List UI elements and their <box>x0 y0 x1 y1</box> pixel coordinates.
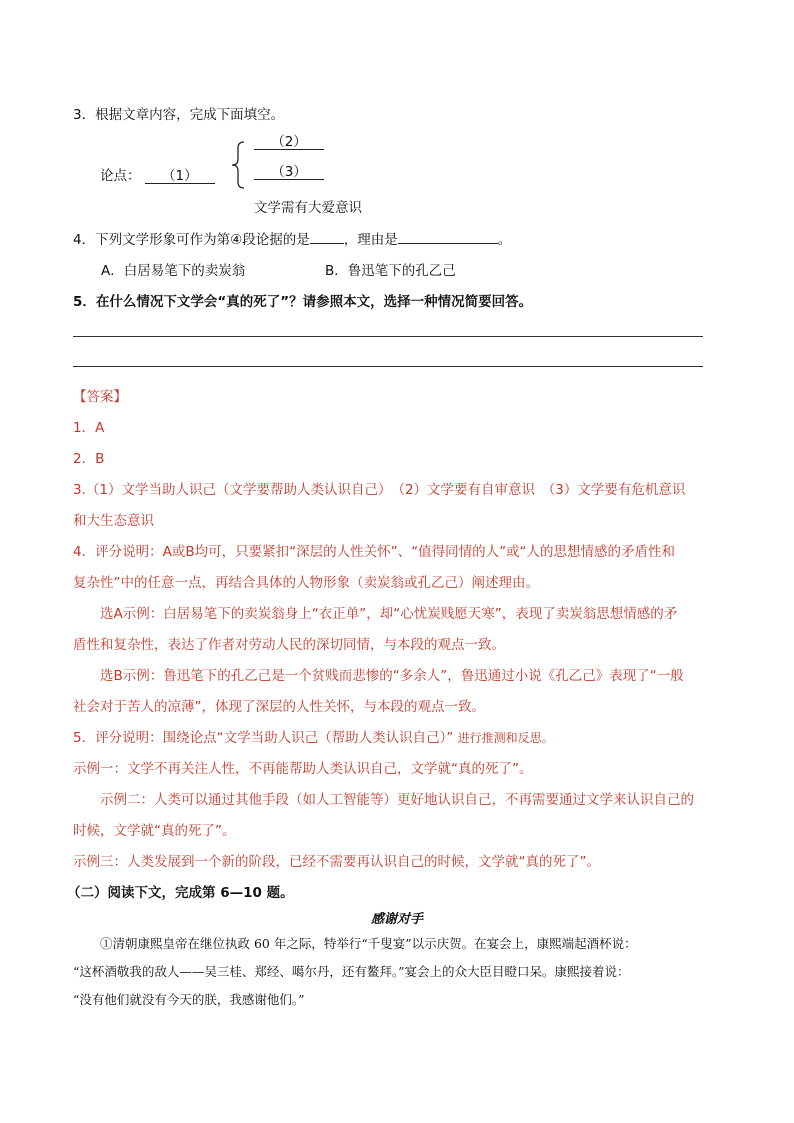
answer-5-example-3: 示例三：人类发展到一个新的阶段，已经不需要再认识自己的时候，文学就“真的死了”。 <box>73 854 600 870</box>
answer-4-example-a-line-1: 选A示例：白居易笔下的卖炭翁身上“衣正单”，却“心忧炭贱愿天寒”，表现了卖炭翁思想情感的矛 <box>100 606 678 622</box>
article-paragraph-1-line-1: ①清朝康熙皇帝在继位执政 60 年之际，特举行“千叟宴”以示庆贺。在宴会上，康熙端起酒杯说： <box>100 936 637 951</box>
answer-5-scoring-tail: 进行推测和反思。 <box>457 731 554 745</box>
answer-4-example-b-line-1: 选B示例：鲁迅笔下的孔乙己是一个贫贱而悲惨的“多余人”，鲁迅通过小说《孔乙己》表现了“一般 <box>100 668 684 684</box>
answer-3-line-1: 3.（1）文学当助人识己（文学要帮助人类认识自己） （2）文学要有自审意识 （3）文学要有危机意识 <box>73 482 686 498</box>
answer-3-line-2: 和大生态意识 <box>73 513 154 529</box>
blank-2-label: （2） <box>254 135 324 150</box>
answer-5-example-2-line-2: 时候，文学就“真的死了”。 <box>73 823 236 839</box>
answer-4-line-2: 复杂性”中的任意一点，再结合具体的人物形象（卖炭翁或孔乙己）阐述理由。 <box>73 575 539 591</box>
question-3-stem: 3．根据文章内容，完成下面填空。 <box>73 107 285 123</box>
question-4-stem-end: 。 <box>497 232 512 248</box>
article-title: 感谢对手 <box>370 912 423 927</box>
fixed-branch: 文学需有大爱意识 <box>254 200 362 216</box>
article-paragraph-1-line-3: “没有他们就没有今天的朕，我感谢他们。” <box>73 992 305 1007</box>
question-4-stem-b: ，理由是 <box>343 232 398 248</box>
answer-5-scoring: 5．评分说明：围绕论点“文学当助人识己（帮助人类认识自己）” <box>73 730 454 746</box>
blank-q4-choice <box>310 243 344 244</box>
blank-3-label: （3） <box>254 165 324 180</box>
answer-5-line-1 <box>73 726 554 746</box>
question-4-stem <box>73 228 511 248</box>
thesis-row <box>100 164 215 184</box>
answer-4-line-1: 4．评分说明：A或B均可，只要紧扣“深层的人性关怀”、“值得同情的人”或“人的思想情感的矛盾性和 <box>73 544 676 560</box>
section-2-heading: （二）阅读下文，完成第 6—10 题。 <box>67 885 294 901</box>
answer-5-example-2-line-1: 示例二：人类可以通过其他手段（如人工智能等）更好地认识自己，不再需要通过文学来认识自己的 <box>100 792 694 808</box>
answer-4-example-b-line-2: 社会对于苦人的凉薄”，体现了深层的人性关怀，与本段的观点一致。 <box>73 699 485 715</box>
answer-line-2 <box>73 366 703 367</box>
blank-1: （1） <box>145 169 215 184</box>
answer-5-example-1: 示例一：文学不再关注人性，不再能帮助人类认识自己，文学就“真的死了”。 <box>73 761 533 777</box>
answer-2: 2．B <box>73 451 105 467</box>
answer-4-example-a-line-2: 盾性和复杂性，表达了作者对劳动人民的深切同情，与本段的观点一致。 <box>73 637 505 653</box>
option-b: B．鲁迅笔下的孔乙己 <box>325 263 456 279</box>
option-a: A．白居易笔下的卖炭翁 <box>101 263 246 279</box>
curly-brace-icon <box>228 140 248 190</box>
answer-1: 1．A <box>73 420 105 436</box>
blank-q4-reason <box>398 243 498 244</box>
blank-2 <box>254 134 324 150</box>
article-paragraph-1-line-2: “这杯酒敬我的敌人——吴三桂、郑经、噶尔丹，还有鳌拜。”宴会上的众大臣目瞪口呆。康熙接着说： <box>73 964 630 979</box>
answer-heading: 【答案】 <box>73 389 127 405</box>
question-4-stem-a: 4．下列文学形象可作为第④段论据的是 <box>73 232 310 248</box>
question-5-stem: 5．在什么情况下文学会“真的死了”？请参照本文，选择一种情况简要回答。 <box>73 294 533 310</box>
blank-3 <box>254 164 324 180</box>
answer-line-1 <box>73 336 703 337</box>
thesis-label: 论点： <box>100 168 141 184</box>
